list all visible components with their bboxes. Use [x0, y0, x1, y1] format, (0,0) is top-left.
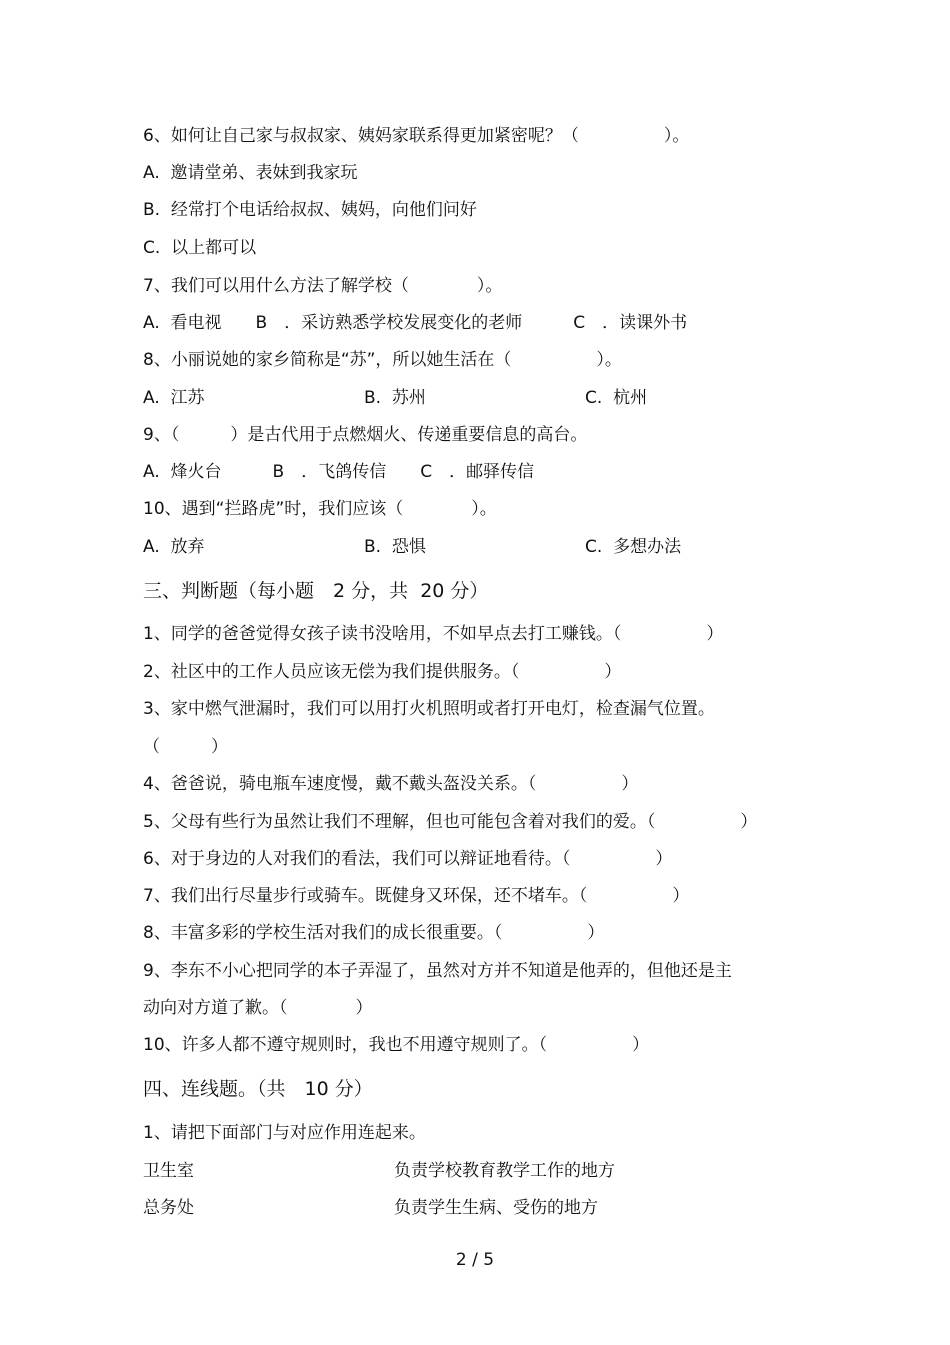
match-right-item-2: 负责学生生病、受伤的地方 [394, 1198, 598, 1218]
question-10-option-c: C. 多想办法 [585, 537, 682, 557]
question-6-option-a: A. 邀请堂弟、表妹到我家玩 [143, 163, 358, 183]
page-number: 2 / 5 [455, 1250, 495, 1270]
question-7-stem: 7、我们可以用什么方法了解学校（ ）。 [143, 276, 503, 296]
question-10-option-b: B. 恐惧 [364, 537, 426, 557]
match-left-item-1: 卫生室 [143, 1161, 194, 1181]
question-6-stem: 6、如何让自己家与叔叔家、姨妈家联系得更加紧密呢？（ ）。 [143, 126, 690, 146]
judge-item-6: 6、对于身边的人对我们的看法，我们可以辩证地看待。（ ） [143, 849, 673, 869]
judge-item-9-continued: 动向对方道了歉。（ ） [143, 998, 373, 1018]
question-7-options: A. 看电视 B ．采访熟悉学校发展变化的老师 C ．读课外书 [143, 313, 688, 333]
section-four-heading: 四、连线题。（共 10 分） [143, 1078, 373, 1100]
judge-item-5: 5、父母有些行为虽然让我们不理解，但也可能包含着对我们的爱。（ ） [143, 812, 758, 832]
match-left-item-2: 总务处 [143, 1198, 194, 1218]
judge-item-3-blank: （ ） [143, 737, 228, 757]
question-8-stem: 8、小丽说她的家乡简称是“苏”，所以她生活在（ ）。 [143, 350, 622, 370]
judge-item-8: 8、丰富多彩的学校生活对我们的成长很重要。（ ） [143, 923, 605, 943]
match-intro: 1、请把下面部门与对应作用连起来。 [143, 1123, 426, 1143]
question-8-option-a: A. 江苏 [143, 388, 205, 408]
judge-item-3: 3、家中燃气泄漏时，我们可以用打火机照明或者打开电灯，检查漏气位置。 [143, 699, 715, 719]
question-8-option-b: B. 苏州 [364, 388, 426, 408]
judge-item-10: 10、许多人都不遵守规则时，我也不用遵守规则了。（ ） [143, 1035, 650, 1055]
question-9-stem: 9、（ ）是古代用于点燃烟火、传递重要信息的高台。 [143, 425, 588, 445]
question-10-stem: 10、遇到“拦路虎”时，我们应该（ ）。 [143, 499, 497, 519]
judge-item-7: 7、我们出行尽量步行或骑车。既健身又环保，还不堵车。（ ） [143, 886, 690, 906]
match-right-item-1: 负责学校教育教学工作的地方 [394, 1161, 615, 1181]
section-three-heading: 三、判断题（每小题 2 分，共 20 分） [143, 580, 489, 602]
question-6-option-b: B. 经常打个电话给叔叔、姨妈，向他们问好 [143, 200, 477, 220]
question-8-option-c: C. 杭州 [585, 388, 648, 408]
question-9-options: A. 烽火台 B ．飞鸽传信 C ．邮驿传信 [143, 462, 535, 482]
question-10-option-a: A. 放弃 [143, 537, 205, 557]
judge-item-1: 1、同学的爸爸觉得女孩子读书没啥用，不如早点去打工赚钱。（ ） [143, 624, 724, 644]
judge-item-2: 2、社区中的工作人员应该无偿为我们提供服务。（ ） [143, 662, 622, 682]
judge-item-4: 4、爸爸说，骑电瓶车速度慢，戴不戴头盔没关系。（ ） [143, 774, 639, 794]
judge-item-9: 9、李东不小心把同学的本子弄湿了，虽然对方并不知道是他弄的，但他还是主 [143, 961, 732, 981]
question-6-option-c: C. 以上都可以 [143, 238, 257, 258]
